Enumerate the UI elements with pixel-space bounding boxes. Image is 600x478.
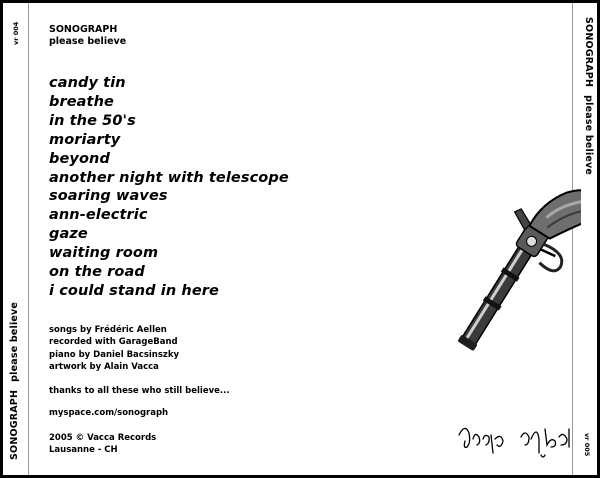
left-spine-catalog-code: vr 004 — [12, 21, 20, 45]
left-spine-album: please believe — [9, 301, 20, 382]
right-spine-artist: SONOGRAPH — [583, 17, 594, 88]
track-item: on the road — [49, 264, 145, 281]
track-item: soaring waves — [49, 188, 168, 205]
location-line: Lausanne - CH — [49, 445, 118, 456]
thanks-line: thanks to all these who still believe... — [49, 386, 230, 396]
track-item: in the 50's — [49, 112, 136, 129]
track-item: breathe — [49, 93, 114, 110]
handwritten-signature — [455, 415, 575, 461]
right-spine-title — [583, 17, 594, 175]
track-item: another night with telescope — [49, 169, 289, 186]
artist-name: SONOGRAPH — [49, 24, 118, 35]
right-spine-catalog-code: vr 005 — [583, 433, 591, 457]
flintlock-pistol-illustration — [441, 168, 581, 398]
header-block — [49, 24, 126, 48]
credit-line: recorded with GarageBand — [49, 337, 178, 348]
track-item: i could stand in here — [49, 282, 219, 299]
track-item: beyond — [49, 150, 110, 167]
left-spine — [3, 3, 29, 475]
credit-line: artwork by Alain Vacca — [49, 361, 159, 372]
cd-back-insert — [3, 3, 597, 475]
back-panel — [29, 3, 572, 475]
track-item: waiting room — [49, 245, 159, 262]
left-spine-artist: SONOGRAPH — [9, 389, 20, 460]
credits-block — [49, 324, 179, 373]
track-item: candy tin — [49, 75, 126, 91]
credit-line: songs by Frédéric Aellen — [49, 325, 167, 335]
label-info — [49, 432, 156, 457]
track-item: gaze — [49, 226, 88, 243]
website-link[interactable]: myspace.com/sonograph — [49, 408, 169, 418]
album-title: please believe — [49, 36, 127, 47]
copyright-line: 2005 © Vacca Records — [49, 433, 157, 443]
credit-line: piano by Daniel Bacsinszky — [49, 349, 180, 360]
tracklist — [49, 74, 289, 301]
track-item: ann-electric — [49, 207, 148, 224]
right-spine-album: please believe — [583, 95, 594, 176]
left-spine-title — [9, 302, 20, 460]
track-item: moriarty — [49, 131, 121, 148]
